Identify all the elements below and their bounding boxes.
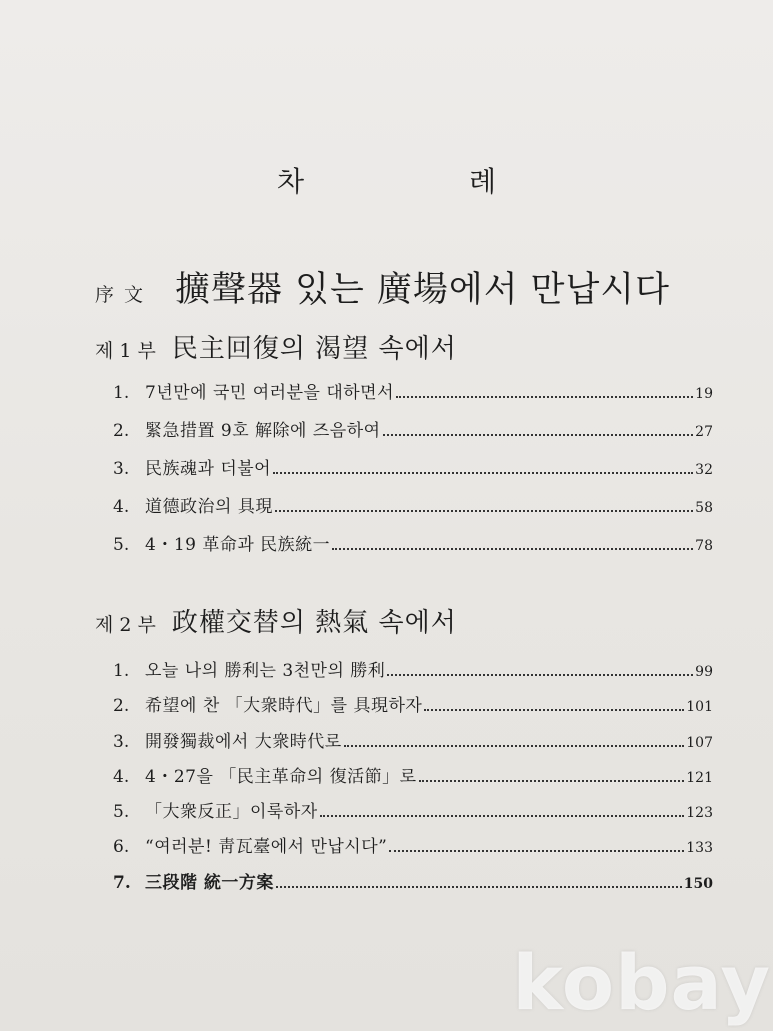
entry-title: 4・27을 「民主革命의 復活節」로 xyxy=(145,766,417,787)
entry-number: 2. xyxy=(113,696,130,717)
entry-number: 7. xyxy=(113,872,131,893)
entry-page-number: 123 xyxy=(686,805,713,822)
toc-entry xyxy=(113,530,713,568)
entry-page-number: 121 xyxy=(686,769,713,786)
entry-page-number: 99 xyxy=(695,664,713,680)
toc-entry xyxy=(113,832,713,867)
entry-title: 오늘 나의 勝利는 3천만의 勝利 xyxy=(145,661,386,681)
entry-number: 1. xyxy=(113,661,130,681)
part-1-title: 民主回復의 渴望 속에서 xyxy=(171,334,457,364)
part-2-heading xyxy=(95,602,457,639)
entry-page-number: 107 xyxy=(686,734,713,751)
dot-leader xyxy=(396,396,693,398)
entry-page-number: 150 xyxy=(683,875,713,892)
entry-page-number: 78 xyxy=(695,538,713,554)
entry-title: 民族魂과 더불어 xyxy=(145,459,272,479)
dot-leader xyxy=(383,434,694,436)
watermark-logo: kobay xyxy=(512,938,771,1027)
entry-title: 三段階 統一方案 xyxy=(145,872,274,893)
toc-entry xyxy=(113,868,713,903)
entry-title: “여러분! 靑瓦臺에서 만납시다” xyxy=(145,837,388,858)
dot-leader xyxy=(387,674,693,676)
entry-title: 道德政治의 具現 xyxy=(145,497,273,517)
toc-entry xyxy=(113,416,713,454)
entry-number: 4. xyxy=(113,766,130,787)
preface-heading xyxy=(95,262,735,312)
toc-entry xyxy=(113,727,713,762)
entry-title: 開發獨裁에서 大衆時代로 xyxy=(145,731,342,752)
entry-title: 緊急措置 9호 解除에 즈음하여 xyxy=(145,421,381,441)
entry-title: 4・19 革命과 民族統一 xyxy=(145,535,331,555)
entry-page-number: 133 xyxy=(686,840,713,857)
toc-entry xyxy=(113,797,713,832)
entry-title: 7년만에 국민 여러분을 대하면서 xyxy=(145,383,395,403)
entry-title: 希望에 찬 「大衆時代」를 具現하자 xyxy=(145,696,423,717)
dot-leader xyxy=(419,780,685,782)
entry-page-number: 101 xyxy=(686,699,713,716)
entry-number: 3. xyxy=(113,731,130,752)
entry-number: 5. xyxy=(113,802,130,823)
entry-number: 1. xyxy=(113,383,130,403)
dot-leader xyxy=(344,745,685,747)
entry-page-number: 19 xyxy=(695,386,713,402)
entry-page-number: 32 xyxy=(695,462,713,478)
toc-entry xyxy=(113,492,713,530)
dot-leader xyxy=(332,548,693,550)
preface-title: 擴聲器 있는 廣場에서 만납시다 xyxy=(175,270,670,310)
entry-page-number: 58 xyxy=(695,500,713,516)
part-1-contents xyxy=(113,378,713,568)
dot-leader xyxy=(273,472,693,474)
entry-number: 3. xyxy=(113,459,130,479)
part-1-heading xyxy=(95,328,457,365)
dot-leader xyxy=(389,850,684,852)
dot-leader xyxy=(320,815,685,817)
part-1-label: 제 1 부 xyxy=(95,340,156,362)
toc-entry xyxy=(113,454,713,492)
entry-title: 「大衆反正」이룩하자 xyxy=(145,802,318,823)
toc-entry xyxy=(113,762,713,797)
entry-number: 4. xyxy=(113,497,130,517)
part-2-title: 政權交替의 熱氣 속에서 xyxy=(171,608,457,638)
entry-number: 5. xyxy=(113,535,130,555)
page-title: 차 례 xyxy=(277,165,574,198)
dot-leader xyxy=(424,709,684,711)
part-2-contents xyxy=(113,656,713,903)
toc-entry xyxy=(113,691,713,726)
entry-number: 2. xyxy=(113,421,130,441)
entry-page-number: 27 xyxy=(695,424,713,440)
entry-number: 6. xyxy=(113,837,130,858)
part-2-label: 제 2 부 xyxy=(95,614,156,636)
toc-entry xyxy=(113,656,713,691)
dot-leader xyxy=(275,510,693,512)
toc-entry xyxy=(113,378,713,416)
preface-label: 序文 xyxy=(95,284,154,306)
dot-leader xyxy=(276,886,682,888)
